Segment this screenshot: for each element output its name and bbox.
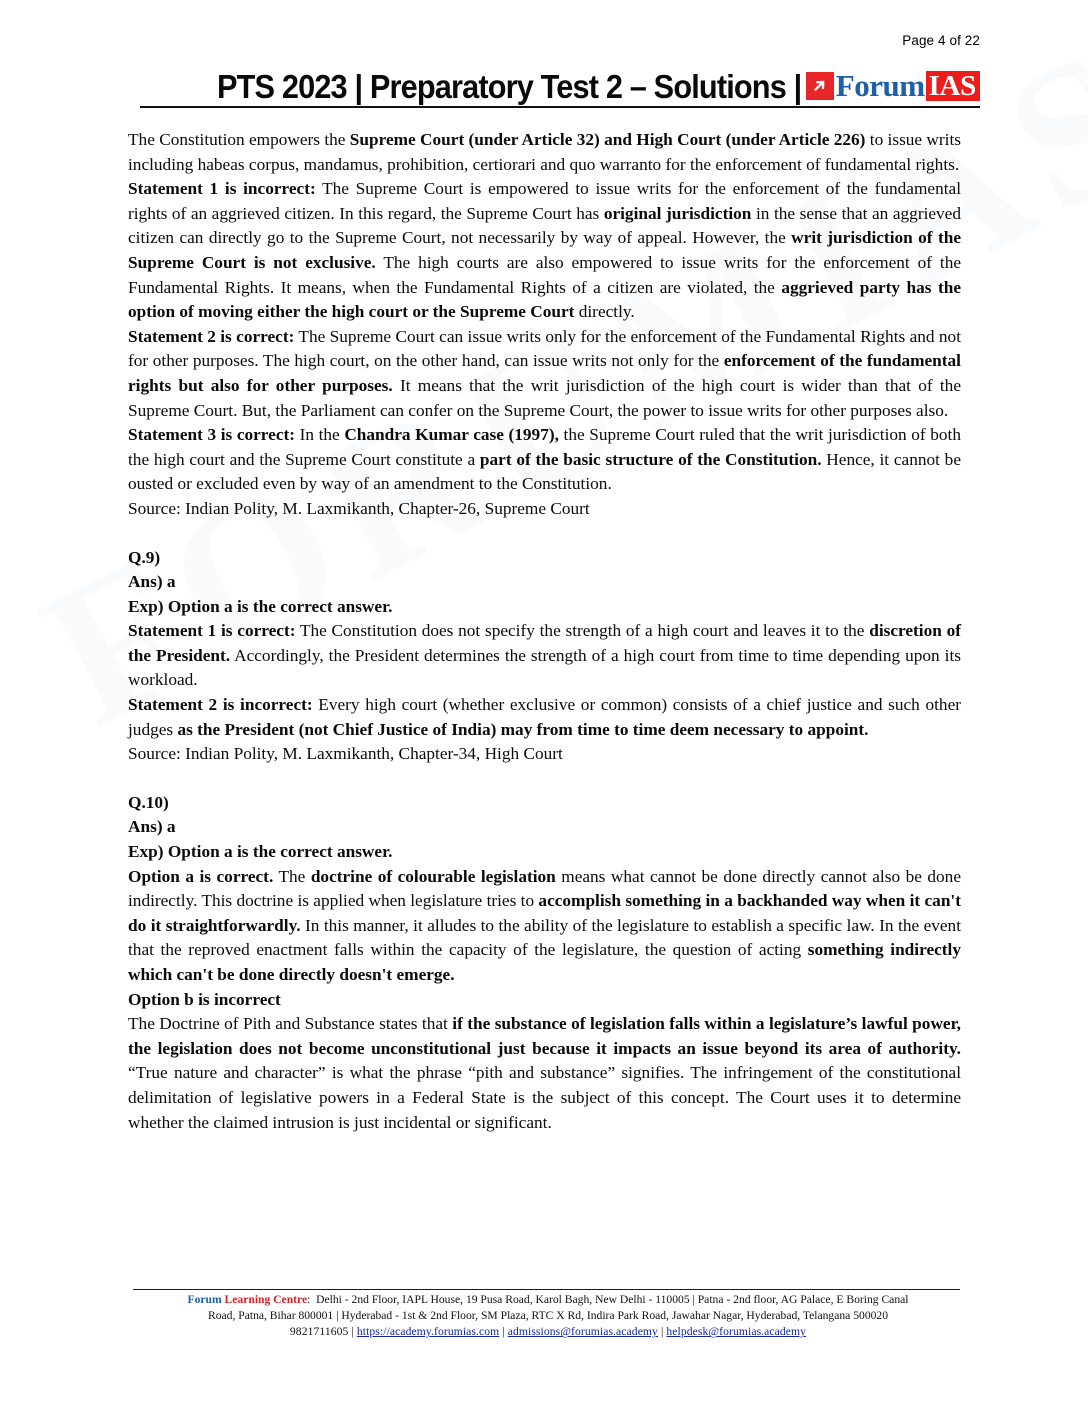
statement-1-text-3: The high courts are also empowered to issue writs for the enforcement of the Fundamental Rights. It means, when the Fundamental Rights of a citizen are violated, the — [128, 252, 962, 297]
q9-statement-1-text-2: Accordingly, the President determines the strength of a high court from time to time depending upon its workload. — [128, 645, 961, 690]
footer-separator-1: | — [351, 1325, 354, 1339]
logo-forum-text: Forum — [835, 68, 925, 103]
q9-ans-text: Ans) a — [128, 572, 176, 592]
statement-3-text-2: the Supreme Court ruled that the writ jurisdiction of both the high court and the Supreme Court constitute a — [128, 425, 961, 469]
statement-1-bold-3: writ jurisdiction of the Supreme Court is not exclusive. — [128, 228, 961, 272]
statement-2-text-1: The Supreme Court can issue writs only for the enforcement of the Fundamental Rights and not for other purposes. The high court, on the other hand, can issue writs not only for the — [128, 326, 961, 371]
q10-option-b-paragraph — [128, 1012, 961, 1135]
q10-option-a-text-3: In this manner, it alludes to the ability of the legislature to establish a specific law. In the event that the reproved enactment falls within the capacity of the legislature, the question of acting — [128, 915, 961, 960]
footer-separator-2: | — [502, 1325, 505, 1339]
statement-1-bold-2: original jurisdiction — [603, 203, 752, 223]
statement-1-text-2: in the sense that an aggrieved citizen can directly go to the Supreme Court, not necessarily by way of appeal. However, the — [128, 203, 961, 248]
footer-divider — [133, 1289, 960, 1290]
q10-option-a-bold-3: accomplish something in a backhanded way when it can't do it straightforwardly. — [128, 891, 961, 935]
footer-brand-forum: Forum — [187, 1293, 222, 1306]
page-footer — [128, 1292, 968, 1341]
intro-text-2: to issue writs including habeas corpus, mandamus, prohibition, certiorari and quo warranto for the enforcement of fundamental rights. — [128, 130, 961, 174]
statement-1-bold-4: aggrieved party has the option of moving either the high court or the Supreme Court — [128, 277, 961, 322]
footer-address-line-2: Road, Patna, Bihar 800001 | Hyderabad - 1st & 2nd Floor, SM Plaza, RTC X Rd, Indira Park Road, Jawahar Nagar, Hyderabad, Telangana 500020 — [207, 1309, 889, 1323]
footer-phone: 9821711605 — [289, 1325, 349, 1339]
statement-3-bold-2: Chandra Kumar case (1997), — [344, 425, 559, 445]
q10-option-b-text-2: “True nature and character” is what the phrase “pith and substance” signifies. The infringement of the constitutional delimitation of legislative powers in a Federal State is the subject of this concept. The Court uses it to determine whether the claimed intrusion is just incidental or significant. — [128, 1063, 961, 1132]
statement-2-label: Statement 2 is correct: — [128, 326, 295, 346]
q9-statement-2-text-1: Every high court (whether exclusive or common) consists of a chief justice and such other judges — [128, 695, 961, 739]
q10-option-b-bold-1: if the substance of legislation falls within a legislature’s lawful power, the legislation does not become unconstitutional just because it impacts an issue beyond its area of authority. — [128, 1014, 961, 1058]
paragraph-statement-2 — [128, 325, 961, 423]
q9-paragraph-statement-2 — [128, 693, 961, 742]
page-header — [140, 58, 980, 110]
q9-paragraph-statement-1 — [128, 619, 961, 693]
header-divider — [140, 106, 980, 108]
footer-address-line-1: Delhi - 2nd Floor, IAPL House, 19 Pusa Road, Karol Bagh, New Delhi - 110005 | Patna - 2nd floor, AG Palace, E Boring Canal — [316, 1293, 909, 1306]
statement-3-text-3: Hence, it cannot be ousted or excluded even by way of an amendment to the Constitution. — [128, 449, 961, 494]
source-line-q8: Source: Indian Polity, M. Laxmikanth, Chapter-26, Supreme Court — [128, 498, 590, 518]
footer-line-3 — [128, 1324, 968, 1340]
answer-line-q10 — [128, 815, 961, 840]
paragraph-statement-1 — [128, 177, 961, 325]
page-title: PTS 2023 | Preparatory Test 2 – Solutions | — [217, 68, 802, 105]
q10-option-a-bold-4: something indirectly which can't be done directly doesn't emerge. — [128, 940, 961, 984]
q10-number-text: Q.10) — [128, 792, 169, 812]
footer-line-1 — [128, 1292, 968, 1308]
footer-admissions-email-link[interactable]: admissions@forumias.academy — [507, 1325, 658, 1339]
q10-option-a-text-2: means what cannot be done directly cannot also be done indirectly. This doctrine is applied when legislature tries to — [128, 866, 961, 911]
statement-1-label: Statement 1 is incorrect: — [128, 179, 316, 199]
footer-brand-learning-centre: Learning Centre — [224, 1293, 308, 1306]
footer-line-2 — [128, 1308, 968, 1324]
explanation-line-q10 — [128, 840, 961, 865]
arrow-up-right-icon — [806, 72, 834, 100]
q9-statement-1-text-1: The Constitution does not specify the strength of a high court and leaves it to the — [295, 621, 870, 641]
q10-option-a-paragraph — [128, 865, 961, 988]
footer-helpdesk-email-link[interactable]: helpdesk@forumias.academy — [666, 1325, 807, 1339]
answer-line-q9 — [128, 570, 961, 595]
forumias-logo — [806, 70, 980, 102]
statement-2-text-2: It means that the writ jurisdiction of the high court is wider than that of the Supreme Court. But, the Parliament can confer on the Supreme Court, the power to issue writs for other purposes also. — [128, 375, 961, 420]
q9-exp-text: Exp) Option a is the correct answer. — [128, 596, 393, 616]
q10-option-a-bold-2: doctrine of colourable legislation — [310, 866, 556, 886]
question-number-q10 — [128, 791, 961, 816]
paragraph-intro — [128, 128, 961, 177]
paragraph-statement-3 — [128, 423, 961, 497]
q10-option-b-heading-text: Option b is incorrect — [128, 989, 281, 1009]
logo-ias-text: IAS — [926, 71, 980, 101]
statement-3-label: Statement 3 is correct: — [128, 425, 296, 445]
q9-statement-1-label: Statement 1 is correct: — [128, 621, 296, 641]
statement-3-text-1: In the — [295, 425, 345, 445]
q9-statement-2-bold-2: as the President (not Chief Justice of India) may from time to time deem necessary to appoint. — [177, 719, 869, 739]
footer-separator-3: | — [660, 1325, 664, 1339]
footer-website-link[interactable]: https://academy.forumias.com — [356, 1325, 500, 1339]
q9-statement-1-bold-2: discretion of the President. — [128, 621, 962, 665]
question-number-q9 — [128, 546, 961, 571]
statement-1-text-4: directly. — [574, 302, 635, 322]
footer-colon: : — [307, 1293, 311, 1306]
q10-option-a-text-1: The — [273, 866, 311, 886]
intro-text-1: The Constitution empowers the — [128, 130, 350, 149]
statement-2-bold-2: enforcement of the fundamental rights but also for other purposes. — [128, 351, 961, 395]
intro-bold-1: Supreme Court (under Article 32) and High Court (under Article 226) — [349, 130, 866, 149]
q10-ans-text: Ans) a — [128, 817, 176, 837]
statement-1-text-1: The Supreme Court is empowered to issue writs for the enforcement of the fundamental rights of an aggrieved citizen. In this regard, the Supreme Court has — [128, 179, 961, 223]
q10-option-a-label: Option a is correct. — [128, 866, 274, 886]
page-number-indicator: Page 4 of 22 — [902, 33, 980, 48]
section-spacer — [128, 522, 961, 546]
q10-option-b-text-1: The Doctrine of Pith and Substance states that — [128, 1014, 453, 1034]
q9-statement-2-label: Statement 2 is incorrect: — [128, 695, 313, 715]
statement-3-bold-3: part of the basic structure of the Constitution. — [479, 449, 822, 469]
section-spacer-2 — [128, 767, 961, 791]
explanation-line-q9 — [128, 595, 961, 620]
source-line-q9: Source: Indian Polity, M. Laxmikanth, Chapter-34, High Court — [128, 744, 563, 764]
q10-exp-text: Exp) Option a is the correct answer. — [128, 842, 393, 862]
q10-option-b-heading — [128, 988, 961, 1013]
document-body — [128, 128, 961, 1135]
q9-number-text: Q.9) — [128, 547, 161, 567]
